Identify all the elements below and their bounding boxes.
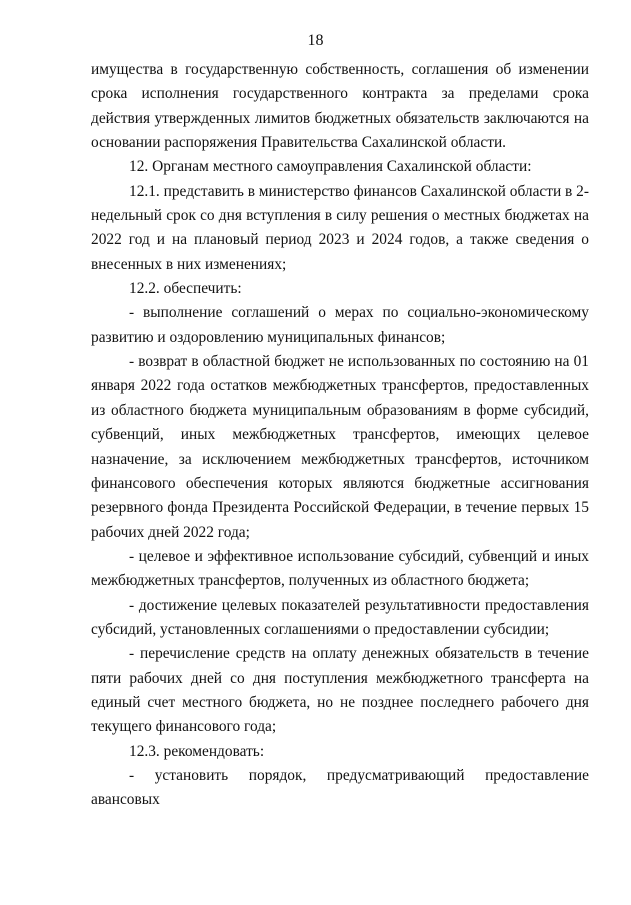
paragraph-bullet-agreements: - выполнение соглашений о мерах по социально-экономическому развитию и оздоровлению муниципальных финансов; (91, 304, 589, 346)
paragraph-bullet-indicators: - достижение целевых показателей результативности предоставления субсидий, установленных соглашениями о предоставлении субсидии; (91, 596, 589, 638)
paragraph-continuation: имущества в государственную собственность, соглашения об изменении срока исполнения государственного контракта за пределами срока действия утвержденных лимитов бюджетных обязательств заключаются на основании распоряжения Правительства Сахалинской области. (91, 61, 589, 152)
paragraph-item-12-1: 12.1. представить в министерство финансов Сахалинской области в 2-недельный срок со дня вступления в силу решения о местных бюджетах на 2022 год и на плановый период 2023 и 2024 годов, а также сведения о внесенных в них изменениях; (91, 182, 589, 273)
paragraph-bullet-usage: - целевое и эффективное использование субсидий, субвенций и иных межбюджетных трансфертов, полученных из областного бюджета; (91, 547, 589, 590)
paragraph-bullet-procedure: - установить порядок, предусматривающий предоставление авансовых (91, 766, 589, 809)
paragraph-item-12-2: 12.2. обеспечить: (129, 280, 242, 298)
paragraph-item-12-3: 12.3. рекомендовать: (129, 742, 265, 760)
paragraph-bullet-transfer: - перечисление средств на оплату денежных обязательств в течение пяти рабочих дней со дня поступления межбюджетного трансферта на единый счет местного бюджета, но не позднее последнего рабочего дня текущего финансового года; (91, 645, 589, 736)
paragraph-bullet-return: - возврат в областной бюджет не использованных по состоянию на 01 января 2022 года остатков межбюджетных трансфертов, предоставленных из областного бюджета муниципальным образованиям в форме субсидий, субвенций, иных межбюджетных трансфертов, имеющих целевое назначение, за исключением межбюджетных трансфертов, источником финансового обеспечения которых являются бюджетные ассигнования резервного фонда Президента Российской Федерации, в течение первых 15 рабочих дней 2022 года; (91, 353, 589, 541)
paragraph-item-12: 12. Органам местного самоуправления Сахалинской области: (129, 158, 532, 176)
page-number: 18 (307, 32, 324, 49)
document-body (91, 58, 589, 813)
